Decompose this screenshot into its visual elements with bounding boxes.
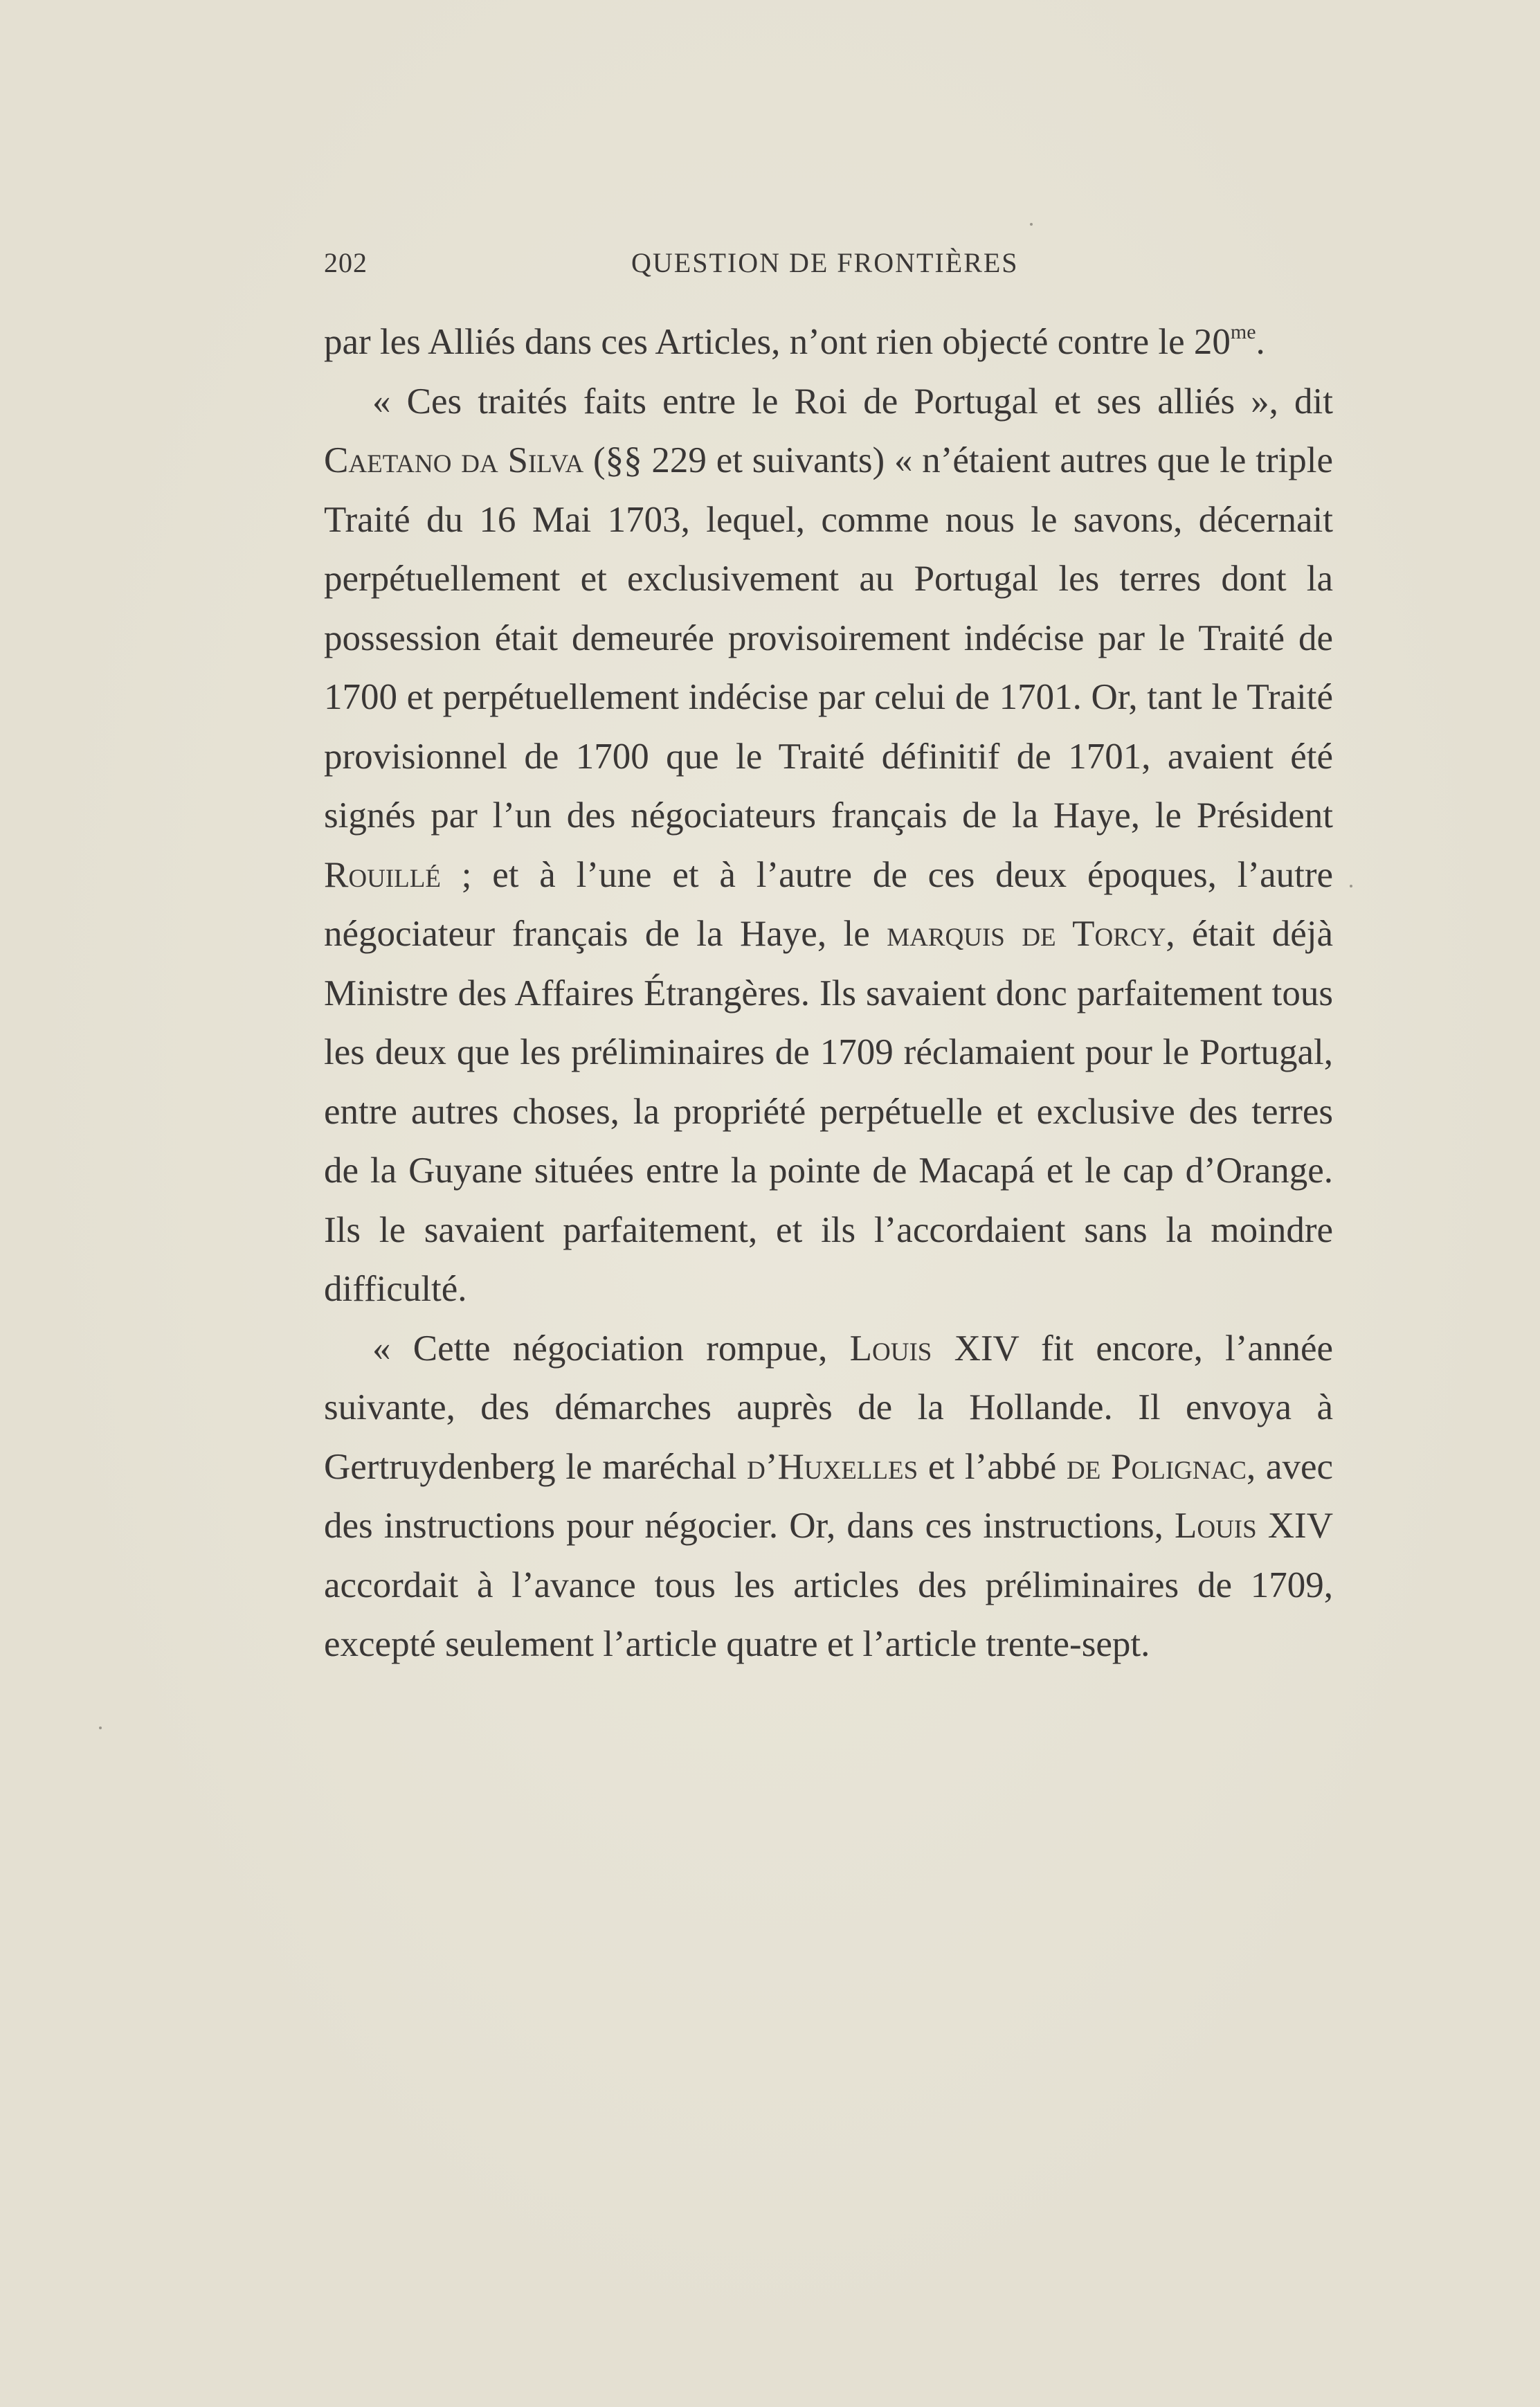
name-huxelles: d’Huxelles (747, 1446, 918, 1487)
author-caetano-da-silva: Caetano da Silva (324, 440, 584, 480)
name-marquis-de-torcy: marquis de Torcy (887, 914, 1166, 954)
running-head (324, 246, 1026, 288)
paragraph-2-text-c: ; et à l’une et à l’autre de ces deux époques, l’autre négociateur français de la Haye, le (324, 854, 1333, 954)
paragraph-2-text-b: (§§ 229 et suivants) « n’étaient autres que le triple Traité du 16 Mai 1703, lequel, comme nous le savons, décernait perpétuellement et exclusivement au Portugal les terres dont la possession était demeurée provisoirement indécise par le Traité de 1700 et perpétuellement indécise par celui de 1701. Or, tant le Traité provisionnel de 1700 que le Traité définitif de 1701, avaient été signés par l’un des négociateurs français de la Haye, le Président (324, 440, 1333, 836)
paragraph-2-text-d: , était déjà Ministre des Affaires Étrangères. Ils savaient donc parfaitement tous les deux que les préliminaires de 1709 réclamaient pour le Portugal, entre autres choses, la propriété perpétuelle et exclusive des terres de la Guyane situées entre la pointe de Macapá et le cap d’Orange. Ils le savaient parfaitement, et ils l’accordaient sans la moindre difficulté. (324, 914, 1333, 1309)
paragraph-2-text-a: « Ces traités faits entre le Roi de Portugal et ses alliés », dit (372, 381, 1333, 422)
paragraph-3-text-a: « Cette négociation rompue, (372, 1328, 850, 1369)
paragraph-3-text-e: XIV accordait à l’avance tous les articles des préliminaires de 1709, excepté seulement l’article quatre et l’article trente-sept. (324, 1506, 1333, 1664)
paragraph-3-text-b: XIV fit encore, l’année suivante, des démarches auprès de la Hollande. Il envoya à Gertruydenberg le maréchal (324, 1328, 1334, 1487)
page-number: 202 (324, 247, 368, 278)
name-polignac: de Polignac (1066, 1446, 1247, 1487)
paper-speck (1030, 223, 1033, 226)
paragraph-1-end: . (1256, 322, 1265, 362)
paragraph-3-text-d: , avec des instructions pour négocier. Or, dans ces instructions, (324, 1446, 1333, 1546)
paragraph-3 (324, 1319, 1333, 1675)
name-louis-1: Louis (849, 1328, 932, 1369)
name-rouille: Rouillé (324, 854, 441, 895)
paragraph-2 (324, 372, 1333, 1319)
superscript-me: me (1230, 321, 1256, 343)
paragraph-1-text: par les Alliés dans ces Articles, n’ont rien objecté contre le 20 (324, 322, 1231, 362)
paragraph-3-text-c: et l’abbé (918, 1446, 1067, 1487)
paper-speck (99, 1727, 102, 1729)
paragraph-1 (324, 313, 1333, 372)
body-text (324, 313, 1333, 1675)
running-title: QUESTION DE FRONTIÈRES (631, 247, 1019, 278)
name-louis-2: Louis (1174, 1506, 1257, 1546)
paper-speck (1350, 885, 1352, 887)
